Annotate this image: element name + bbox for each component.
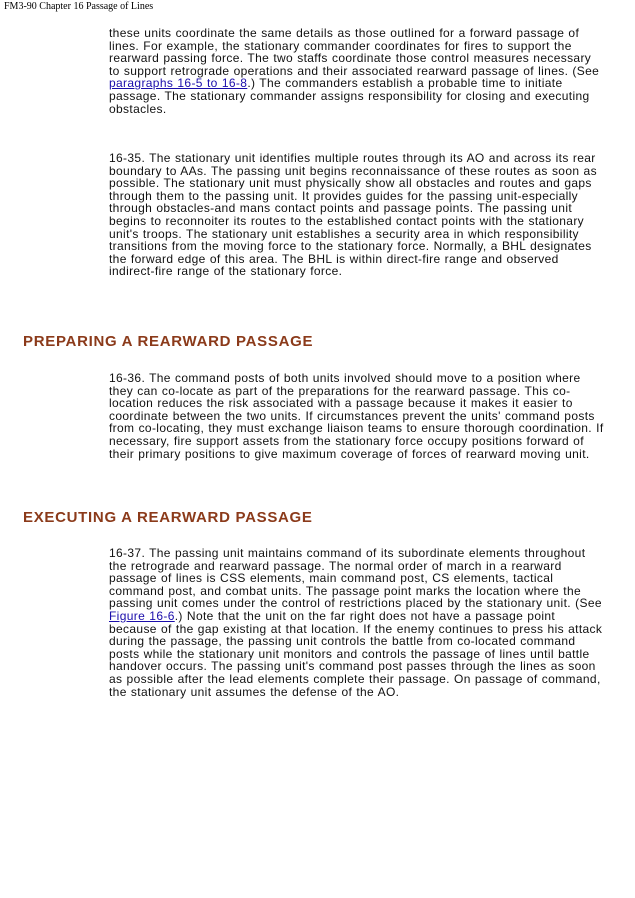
paragraph-16-35-text: 16-35. The stationary unit identifies multiple routes through its AO and across its rear boundary to AAs. The passing unit begins reconnaissance of these routes as soon as possible. The stationary unit must physically show all obstacles and routes and gaps through them to the passing unit. It provides guides for the passing unit-especially through obstacles-and mans contact points and passage points. The passing unit begins to reconnoiter its routes to the established contact points with the stationary unit's troops. The stationary unit establishes a security area in which responsibility transitions from the moving force to the stationary force. Normally, a BHL designates the forward edge of this area. The BHL is within direct-fire range and observed indirect-fire range of the stationary force. [109, 151, 597, 279]
intro-text-1: these units coordinate the same details as those outlined for a forward passage of lines. For example, the stationary commander coordinates for fires to support the rearward passing force. The two staffs coordinate those control measures necessary to support retrograde operations and their associated rearward passage of lines. (See [109, 26, 600, 78]
paragraph-16-36-text: 16-36. The command posts of both units involved should move to a position where they can co-locate as part of the preparations for the rearward passage. This co-location reduces the risk associated with a passage because it makes it easier to coordinate between the two units. If circumstances prevent the units' command posts from co-locating, they must exchange liaison teams to ensure thorough coordination. If necessary, fire support assets from the stationary force occupy positions forward of their primary positions to give maximum coverage of forces of rearward moving unit. [109, 371, 604, 461]
intro-text-2: .) The commanders establish a probable time to initiate passage. The stationary commander assigns responsibility for closing and executing obstacles. [109, 76, 590, 116]
intro-paragraph [109, 27, 604, 115]
paragraphs-16-5-to-16-8-link[interactable]: paragraphs 16-5 to 16-8 [109, 76, 248, 91]
figure-16-6-link[interactable]: Figure 16-6 [109, 608, 175, 623]
heading-preparing-rearward-passage: PREPARING A REARWARD PASSAGE [23, 333, 314, 350]
paragraph-16-37 [109, 547, 604, 698]
paragraph-16-35 [109, 152, 604, 278]
paragraph-16-36 [109, 372, 604, 460]
running-head: FM3-90 Chapter 16 Passage of Lines [4, 1, 154, 12]
paragraph-16-37-text-2: .) Note that the unit on the far right does not have a passage point because of the gap existing at that location. If the enemy continues to press his attack during the passage, the passing unit controls the battle from co-located command posts while the stationary unit monitors and controls the passage of lines until battle handover occurs. The passing unit's command post passes through the lines as soon as possible after the lead elements complete their passage. On passage of command, the stationary unit assumes the defense of the AO. [109, 608, 603, 699]
heading-executing-rearward-passage: EXECUTING A REARWARD PASSAGE [23, 509, 313, 526]
paragraph-16-37-text-1: 16-37. The passing unit maintains command of its subordinate elements throughout the retrograde and rearward passage. The normal order of march in a rearward passage of lines is CSS elements, main command post, CS elements, tactical command post, and combat units. The passage point marks the location where the passing unit comes under the control of restrictions placed by the stationary unit. (See [109, 546, 602, 611]
